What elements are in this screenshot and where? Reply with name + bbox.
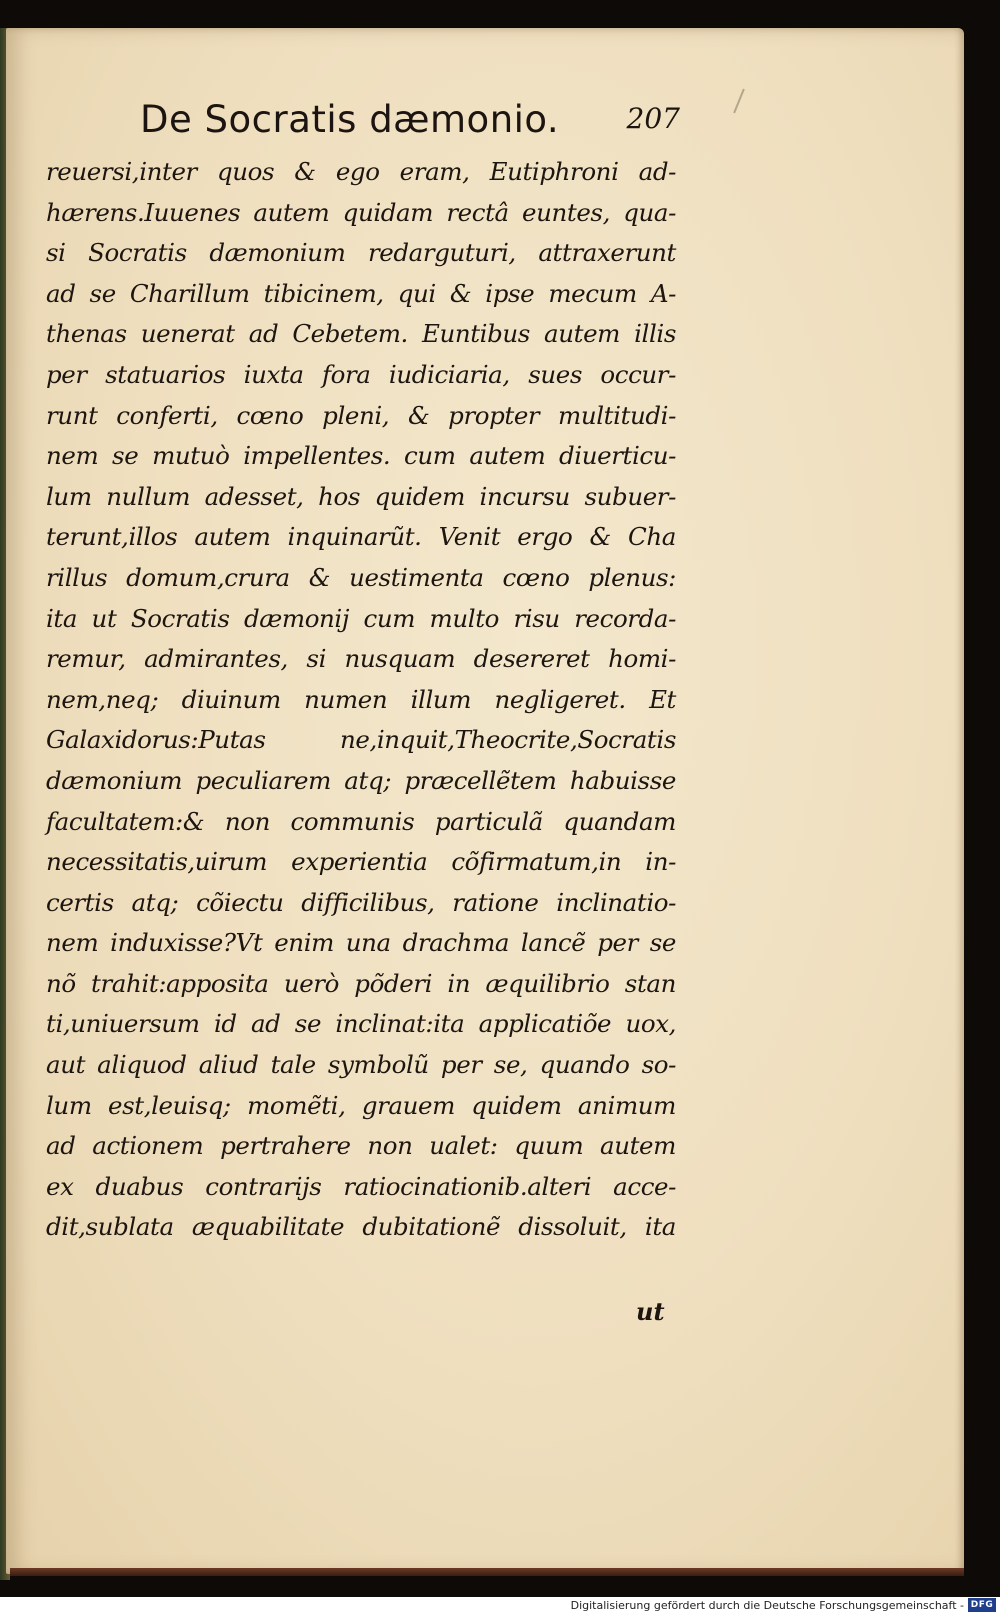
text-line: terunt,illos autem inquinarũt. Venit ergo & Cha <box>46 522 676 552</box>
text-line: thenas uenerat ad Cebetem. Euntibus autem illis <box>46 319 676 349</box>
catchword: ut <box>636 1297 665 1326</box>
dfg-logo: DFG <box>968 1598 996 1612</box>
text-line: reuersi,inter quos & ego eram, Eutiphroni ad- <box>46 157 676 186</box>
body-text <box>46 152 676 1248</box>
text-line: lum est,leuisq; momẽti, grauem quidem animum <box>46 1090 676 1120</box>
footer-credit: Digitalisierung gefördert durch die Deutsche Forschungsgemeinschaft - <box>570 1599 964 1612</box>
text-line: ad se Charillum tibicinem, qui & ipse mecum A- <box>46 278 676 308</box>
text-line: remur, admirantes, si nusquam desereret homi- <box>46 644 676 674</box>
digitization-footer <box>0 1597 1000 1615</box>
text-line: ita ut Socratis dæmonij cum multo risu recorda- <box>46 603 676 633</box>
text-line: necessitatis,uirum experientia cõfirmatum,in in- <box>46 847 676 877</box>
text-line: lum nullum adesset, hos quidem incursu subuer- <box>46 481 676 511</box>
text-line: dæmonium peculiarem atq; præcellẽtem habuisse <box>46 765 676 795</box>
text-line: nem se mutuò impellentes. cum autem diuerticu- <box>46 441 676 471</box>
text-line: rillus domum,crura & uestimenta cœno plenus: <box>46 562 676 592</box>
text-line: facultatem:& non communis particulã quandam <box>46 806 676 836</box>
text-line: ex duabus contrarijs ratiocinationib.alteri acce- <box>46 1171 676 1201</box>
text-line: per statuarios iuxta fora iudiciaria, sues occur- <box>46 359 676 389</box>
page-bottom-edge <box>10 1568 964 1576</box>
text-line: nem induxisse?Vt enim una drachma lancẽ per se <box>46 928 676 958</box>
text-line: ad actionem pertrahere non ualet: quum autem <box>46 1131 676 1161</box>
running-head-title: De Socratis dæmonio. <box>140 98 560 141</box>
text-line: hærens.Iuuenes autem quidam rectâ euntes, qua- <box>46 197 676 227</box>
page-number: 207 <box>626 102 680 135</box>
text-line: ti,uniuersum id ad se inclinat:ita applicatiõe uox, <box>46 1009 676 1039</box>
text-line: aut aliquod aliud tale symbolũ per se, quando so- <box>46 1050 676 1080</box>
text-line: runt conferti, cœno pleni, & propter multitudi- <box>46 400 676 430</box>
text-line: dit,sublata æquabilitate dubitationẽ dissoluit, ita <box>46 1212 676 1242</box>
text-line: Galaxidorus:Putas ne,inquit,Theocrite,Socratis <box>46 725 676 755</box>
running-head <box>140 98 680 148</box>
text-line: nõ trahit:apposita uerò põderi in æquilibrio stan <box>46 968 676 998</box>
text-line: nem,neq; diuinum numen illum negligeret. Et <box>46 684 676 714</box>
text-line: si Socratis dæmonium redarguturi, attraxerunt <box>46 238 676 268</box>
text-line: certis atq; cõiectu difficilibus, ratione inclinatio- <box>46 887 676 917</box>
